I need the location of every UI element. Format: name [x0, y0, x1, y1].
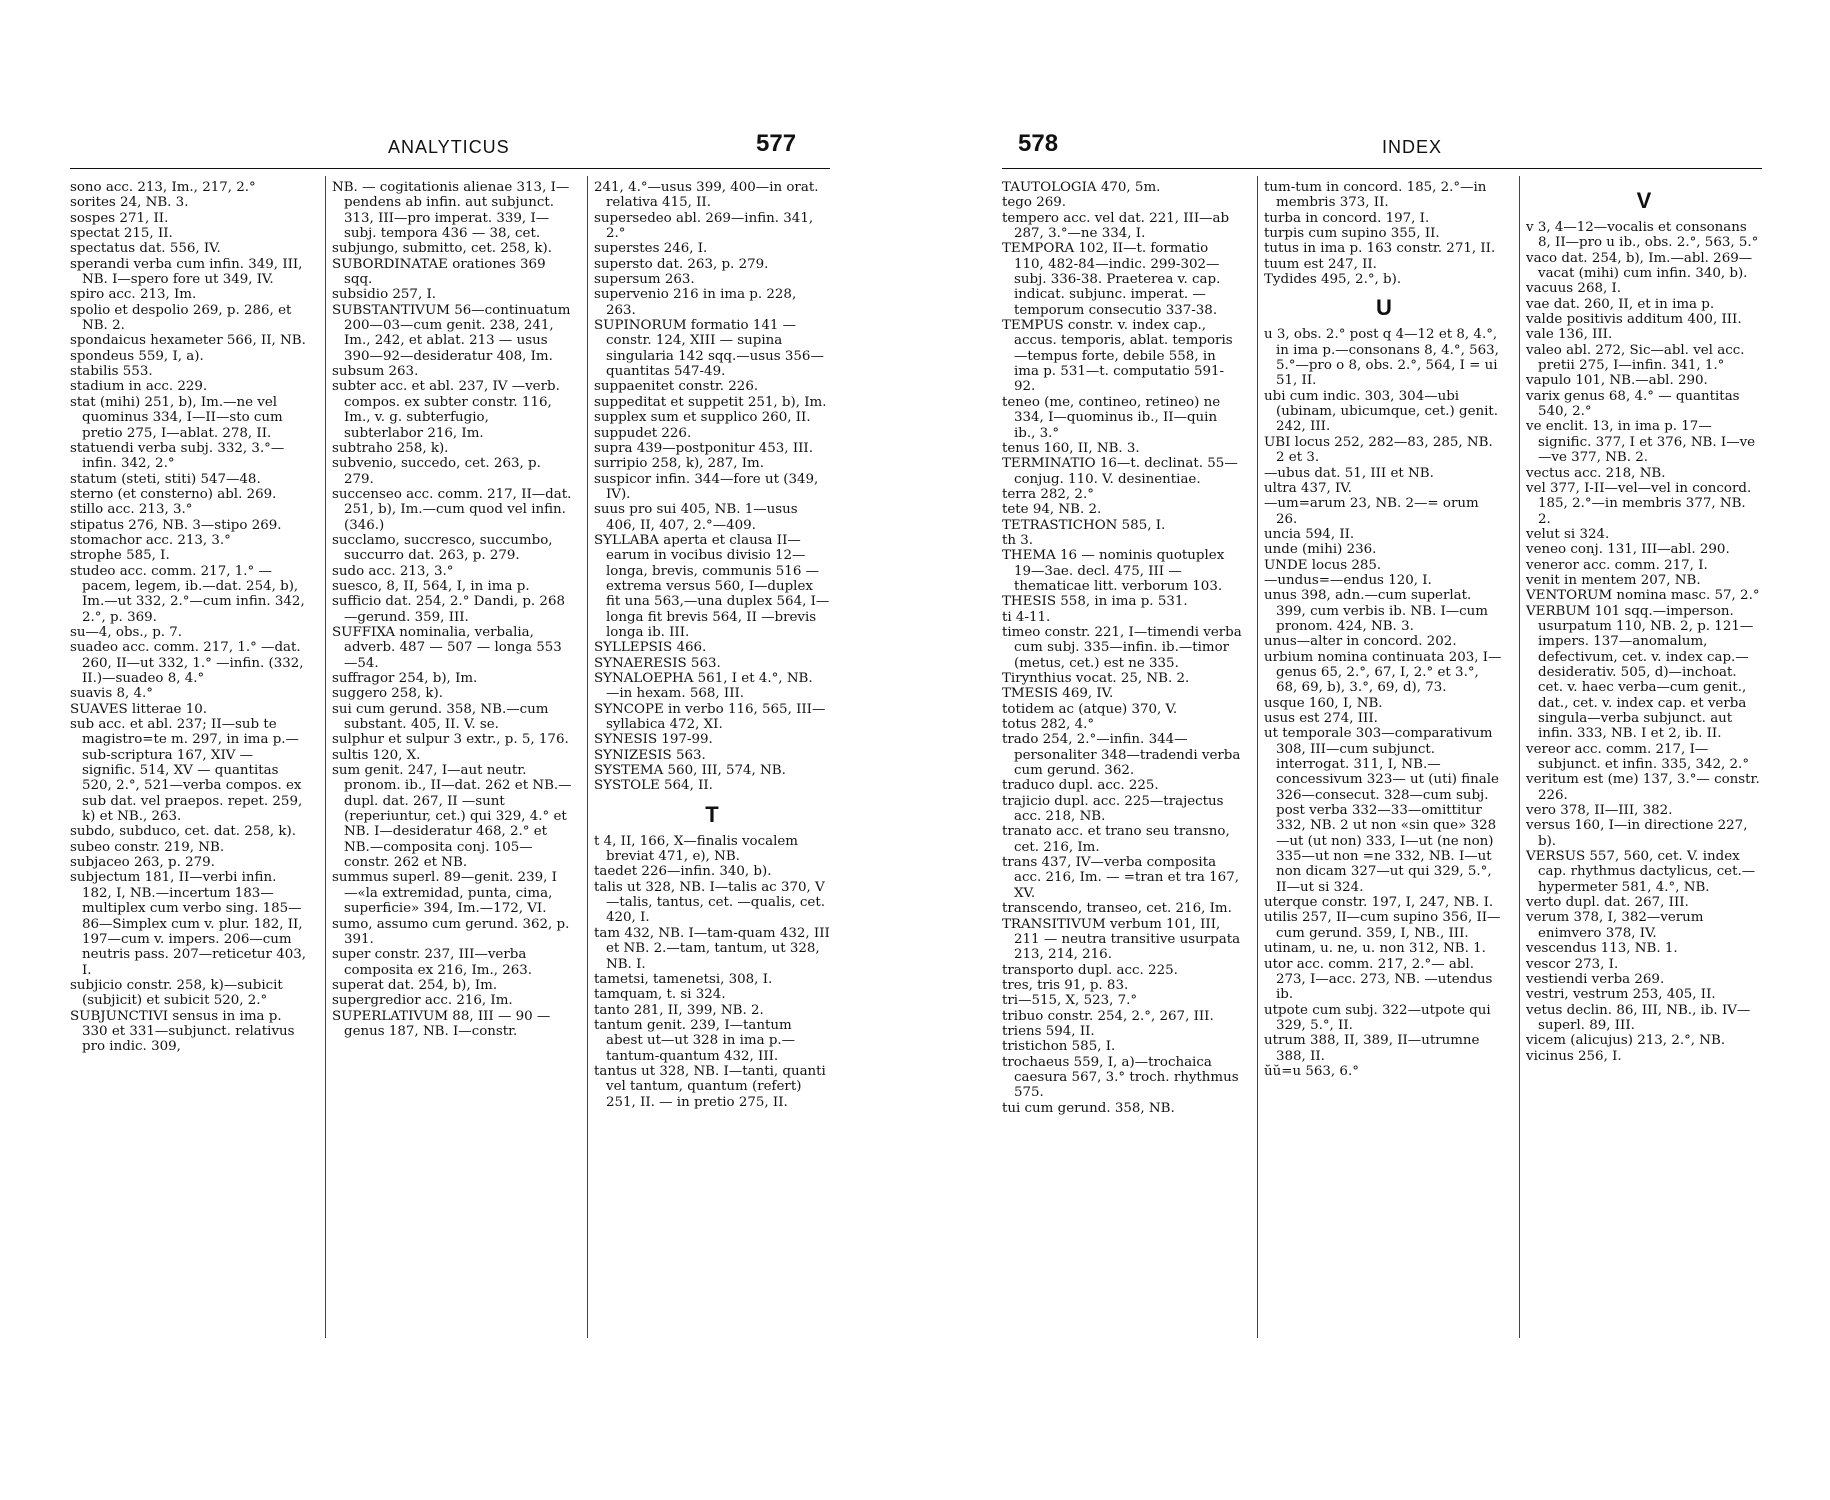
index-entry: vestiendi verba 269.	[1526, 971, 1665, 987]
column-divider	[587, 176, 588, 1338]
index-entry: taedet 226—infin. 340, b).	[594, 864, 772, 880]
index-entry: suppudet 226.	[594, 425, 692, 441]
index-entry: spolio et despolio 269, p. 286, et NB. 2.	[70, 302, 292, 334]
index-entry: varix genus 68, 4.° — quantitas 540, 2.°	[1526, 388, 1740, 420]
index-entry: ve enclit. 13, in ima p. 17— signific. 377, I et 376, NB. I—ve—ve 377, NB. 2.	[1526, 419, 1756, 466]
index-entry: uncia 594, II.	[1264, 526, 1355, 542]
index-entry: stat (mihi) 251, b), Im.—ne vel quominus 334, I—II—sto cum pretio 275, I—ablat. 278, II.	[70, 394, 283, 441]
index-entry: tantus ut 328, NB. I—tanti, quanti vel tantum, quantum (refert) 251, II. — in pretio 275, II.	[594, 1063, 826, 1110]
index-entry: tantum genit. 239, I—tantum abest ut—ut 328 in ima p.—tantum-quantum 432, III.	[594, 1017, 796, 1064]
index-column-1	[1002, 180, 1242, 1116]
index-entry: venit in mentem 207, NB.	[1526, 572, 1701, 588]
index-column-3	[594, 180, 830, 1110]
index-entry: tranato acc. et trano seu transno, cet. 216, Im.	[1002, 824, 1230, 855]
index-entry: u 3, obs. 2.° post q 4—12 et 8, 4.°, in ima p.—consonans 8, 4.°, 563, 5.°—pro o 8, obs. 2.°, 564, I = ui 51, II.	[1264, 327, 1499, 389]
index-entry: SYSTEMA 560, III, 574, NB.	[594, 763, 786, 779]
index-entry: THEMA 16 — nominis quotuplex 19—3ae. decl. 475, III —thematicae litt. verborum 103.	[1002, 548, 1225, 594]
index-entry: suadeo acc. comm. 217, 1.° —dat. 260, II—ut 332, 1.° —infin. (332, II.)—suadeo 8, 4.°	[70, 640, 304, 686]
index-entry: supersum 263.	[594, 272, 695, 288]
index-entry: vale 136, III.	[1526, 327, 1613, 343]
index-entry: sufficio dat. 254, 2.° Dandi, p. 268—gerund. 359, III.	[332, 594, 565, 625]
index-entry: sulphur et sulpur 3 extr., p. 5, 176.	[332, 732, 569, 748]
index-entry: SYNALOEPHA 561, I et 4.°, NB. —in hexam. 568, III.	[594, 671, 813, 702]
section-letter: U	[1376, 295, 1392, 321]
index-entry: suppaenitet constr. 226.	[594, 379, 759, 395]
index-entry: super constr. 237, III—verba composita ex 216, Im., 263.	[332, 947, 533, 978]
index-entry: turba in concord. 197, I.	[1264, 210, 1430, 226]
index-entry: uterque constr. 197, I, 247, NB. I.	[1264, 895, 1494, 911]
index-entry: vacuus 268, I.	[1526, 281, 1622, 297]
index-entry: UNDE locus 285.	[1264, 557, 1382, 573]
index-entry: supergredior acc. 216, Im.	[332, 993, 513, 1009]
index-entry: valeo abl. 272, Sic—abl. vel acc. pretii 275, I—infin. 341, 1.°	[1526, 342, 1745, 374]
index-entry: sum genit. 247, I—aut neutr. pronom. ib., II—dat. 262 et NB.—dupl. dat. 267, II —sunt (reperiuntur, cet.) qui 329, 4.° et NB. I—desideratur 468, 2.° et NB.—composita conj. 105—constr. 262 et NB.	[332, 763, 572, 871]
index-entry: SYNCOPE in verbo 116, 565, III—syllabica 472, XI.	[594, 701, 826, 733]
index-entry: sterno (et consterno) abl. 269.	[70, 486, 277, 502]
index-entry: tuum est 247, II.	[1264, 256, 1377, 272]
index-entry: utinam, u. ne, u. non 312, NB. 1.	[1264, 941, 1486, 957]
index-entry: spondeus 559, I, a).	[70, 348, 204, 364]
section-letter: T	[705, 801, 719, 827]
index-entry: TEMPORA 102, II—t. formatio 110, 482-84—indic. 299-302—subj. 336-38. Praeterea v. cap. indicat. subjunc. imperat. — temporum consecutio 337-38.	[1002, 241, 1221, 318]
index-entry: traduco dupl. acc. 225.	[1002, 778, 1159, 794]
index-entry: ti 4-11.	[1002, 609, 1051, 625]
index-entry: suspicor infin. 344—fore ut (349, IV).	[594, 471, 819, 502]
index-entry: vescor 273, I.	[1526, 956, 1619, 972]
index-entry: trajicio dupl. acc. 225—trajectus acc. 218, NB.	[1002, 793, 1224, 825]
index-entry: vectus acc. 218, NB.	[1526, 465, 1666, 481]
index-entry: sui cum gerund. 358, NB.—cum substant. 405, II. V. se.	[332, 701, 549, 733]
index-entry: supersto dat. 263, p. 279.	[594, 256, 769, 272]
index-entry: SUBJUNCTIVI sensus in ima p. 330 et 331—subjunct. relativus pro indic. 309,	[70, 1008, 295, 1055]
index-entry: usque 160, I, NB.	[1264, 695, 1383, 711]
index-entry: subtraho 258, k).	[332, 440, 449, 456]
index-entry: statum (steti, stiti) 547—48.	[70, 471, 261, 487]
index-entry: valde positivis additum 400, III.	[1526, 312, 1742, 328]
index-entry: vapulo 101, NB.—abl. 290.	[1526, 373, 1708, 389]
index-entry: supra 439—postponitur 453, III.	[594, 440, 813, 456]
index-entry: strophe 585, I.	[70, 548, 170, 564]
index-entry: vel 377, I-II—vel—vel in concord. 185, 2.°—in membris 377, NB. 2.	[1526, 480, 1752, 527]
index-entry: TEMPUS constr. v. index cap., accus. temporis, ablat. temporis—tempus forte, debile 558, in ima p. 531—t. computatio 591-92.	[1002, 318, 1233, 395]
index-entry: supplex sum et supplico 260, II.	[594, 410, 811, 426]
index-entry: veneo conj. 131, III—abl. 290.	[1526, 542, 1730, 558]
index-entry: teneo (me, contineo, retineo) ne 334, I—quominus ib., II—quin ib., 3.°	[1002, 394, 1221, 441]
index-entry: vaco dat. 254, b), Im.—abl. 269—vacat (mihi) cum infin. 340, b).	[1526, 250, 1753, 282]
index-entry: superat dat. 254, b), Im.	[332, 977, 498, 993]
index-entry: trochaeus 559, I, a)—trochaica caesura 567, 3.° troch. rhythmus 575.	[1002, 1054, 1239, 1101]
index-entry: UBI locus 252, 282—83, 285, NB. 2 et 3.	[1264, 434, 1493, 466]
index-entry: urbium nomina continuata 203, I—genus 65, 2.°, 67, I, 2.° et 3.°, 68, 69, b), 3.°, 69, d), 73.	[1264, 649, 1502, 696]
index-entry: trado 254, 2.°—infin. 344—personaliter 348—tradendi verba cum gerund. 362.	[1002, 732, 1241, 779]
index-column-3	[1526, 180, 1762, 1064]
index-entry: sorites 24, NB. 3.	[70, 195, 189, 211]
index-entry: versus 160, I—in directione 227, b).	[1526, 818, 1748, 849]
index-entry: succenseo acc. comm. 217, II—dat. 251, b), Im.—cum quod vel infin. (346.)	[332, 486, 572, 533]
index-entry: spondaicus hexameter 566, II, NB.	[70, 333, 306, 349]
index-entry: vicinus 256, I.	[1526, 1048, 1622, 1064]
index-entry: stadium in acc. 229.	[70, 379, 208, 395]
index-entry: utpote cum subj. 322—utpote qui 329, 5.°, II.	[1264, 1002, 1491, 1033]
running-title: INDEX	[1382, 137, 1443, 157]
index-entry: subjicio constr. 258, k)—subicit (subjicit) et subicit 520, 2.°	[70, 977, 283, 1009]
column-divider	[1519, 176, 1520, 1338]
left-page	[70, 0, 830, 1500]
index-entry: sperandi verba cum infin. 349, III, NB. I—spero fore ut 349, IV.	[70, 256, 303, 288]
index-entry: tametsi, tamenetsi, 308, I.	[594, 971, 773, 987]
index-entry: subjungo, submitto, cet. 258, k).	[332, 241, 552, 257]
index-entry: veneror acc. comm. 217, I.	[1526, 557, 1708, 573]
index-entry: su—4, obs., p. 7.	[70, 624, 183, 640]
index-entry: SUPINORUM formatio 141 — constr. 124, XIII — supina singularia 142 sqq.—usus 356—quantitas 547-49.	[594, 318, 824, 380]
index-entry: t 4, II, 166, X—finalis vocalem breviat 471, e), NB.	[594, 833, 799, 865]
index-entry: studeo acc. comm. 217, 1.° —pacem, legem, ib.—dat. 254, b), Im.—ut 332, 2.°—cum infin. 342, 2.°, p. 369.	[70, 563, 305, 625]
index-entry: tego 269.	[1002, 195, 1067, 211]
page-header	[1002, 130, 1762, 163]
column-divider	[1257, 176, 1258, 1338]
index-entry: v 3, 4—12—vocalis et consonans 8, II—pro u ib., obs. 2.°, 563, 5.°	[1526, 220, 1759, 251]
section-letter: V	[1636, 188, 1652, 213]
index-entry: tam 432, NB. I—tam-quam 432, III et NB. 2.—tam, tantum, ut 328, NB. I.	[594, 925, 830, 972]
index-entry: vicem (alicujus) 213, 2.°, NB.	[1526, 1033, 1726, 1049]
index-entry: surripio 258, k), 287, Im.	[594, 456, 764, 472]
index-entry: tri—515, X, 523, 7.°	[1002, 993, 1138, 1009]
index-entry: tenus 160, II, NB. 3.	[1002, 440, 1140, 456]
index-entry: THESIS 558, in ima p. 531.	[1002, 594, 1188, 610]
index-entry: ubi cum indic. 303, 304—ubi (ubinam, ubicumque, cet.) genit. 242, III.	[1264, 388, 1499, 435]
index-entry: tui cum gerund. 358, NB.	[1002, 1100, 1175, 1116]
index-entry: spectat 215, II.	[70, 226, 173, 242]
index-entry: supervenio 216 in ima p. 228, 263.	[594, 287, 797, 318]
column-divider	[325, 176, 326, 1338]
index-entry: SUAVES litterae 10.	[70, 701, 208, 717]
index-entry: sub acc. et abl. 237; II—sub te magistro=te m. 297, in ima p.—sub-scriptura 167, XIV — signific. 514, XV — quantitas 520, 2.°, 521—verba compos. ex sub dat. vel praepos. repet. 259, k) et NB., 263.	[70, 717, 303, 825]
index-column-2	[1264, 180, 1504, 1079]
index-entry: stipatus 276, NB. 3—stipo 269.	[70, 517, 282, 533]
page-header	[70, 130, 830, 163]
index-entry: suggero 258, k).	[332, 686, 443, 702]
index-entry: vereor acc. comm. 217, I— subjunct. et infin. 335, 342, 2.°	[1526, 741, 1750, 773]
index-entry: vetus declin. 86, III, NB., ib. IV—superl. 89, III.	[1526, 1002, 1751, 1033]
index-entry: triens 594, II.	[1002, 1023, 1095, 1039]
index-entry: sudo acc. 213, 3.°	[332, 563, 454, 579]
index-entry: supersedeo abl. 269—infin. 341, 2.°	[594, 210, 814, 242]
index-entry: stillo acc. 213, 3.°	[70, 502, 193, 518]
index-entry: TERMINATIO 16—t. declinat. 55—conjug. 110. V. desinentiae.	[1002, 456, 1238, 487]
index-entry: th 3.	[1002, 532, 1034, 548]
index-entry: vae dat. 260, II, et in ima p.	[1526, 296, 1715, 312]
index-entry: unde (mihi) 236.	[1264, 542, 1377, 558]
index-entry: ŭŭ=u 563, 6.°	[1264, 1063, 1359, 1079]
index-entry: SYLLEPSIS 466.	[594, 640, 707, 656]
index-entry: SUPERLATIVUM 88, III — 90 — genus 187, NB. I—constr.	[332, 1008, 551, 1039]
index-entry: suesco, 8, II, 564, I, in ima p.	[332, 578, 530, 594]
index-entry: suffragor 254, b), Im.	[332, 671, 478, 686]
index-entry: ultra 437, IV.	[1264, 480, 1352, 496]
index-entry: subjaceo 263, p. 279.	[70, 855, 215, 871]
index-entry: sospes 271, II.	[70, 210, 169, 226]
index-entry: vero 378, II—III, 382.	[1526, 803, 1673, 819]
index-entry: VERSUS 557, 560, cet. V. index cap. rhythmus dactylicus, cet.—hypermeter 581, 4.°, NB.	[1526, 849, 1756, 895]
index-entry: —um=arum 23, NB. 2—= orum 26.	[1264, 496, 1479, 527]
index-entry: sumo, assumo cum gerund. 362, p. 391.	[332, 916, 570, 947]
index-entry: timeo constr. 221, I—timendi verba cum subj. 335—infin. ib.—timor (metus, cet.) est ne 335.	[1002, 624, 1242, 671]
index-entry: tamquam, t. si 324.	[594, 987, 726, 1003]
page-number: 577	[756, 130, 797, 157]
index-entry: subsum 263.	[332, 364, 419, 380]
index-entry: tristichon 585, I.	[1002, 1039, 1116, 1055]
index-entry: tanto 281, II, 399, NB. 2.	[594, 1002, 764, 1018]
index-entry: totidem ac (atque) 370, V.	[1002, 701, 1178, 717]
index-entry: —undus=—endus 120, I.	[1264, 572, 1432, 588]
index-entry: tres, tris 91, p. 83.	[1002, 977, 1129, 993]
index-entry: statuendi verba subj. 332, 3.°—infin. 342, 2.°	[70, 440, 285, 472]
index-entry: sono acc. 213, Im., 217, 2.°	[70, 180, 256, 195]
index-column-1	[70, 180, 310, 1055]
index-entry: utrum 388, II, 389, II—utrumne 388, II.	[1264, 1033, 1480, 1064]
index-entry: 241, 4.°—usus 399, 400—in orat. relativa 415, II.	[594, 180, 819, 211]
index-entry: SUBSTANTIVUM 56—continuatum 200—03—cum genit. 238, 241, Im., 242, et ablat. 213 — usus 390—92—desideratur 408, Im.	[332, 302, 571, 364]
index-entry: VENTORUM nomina masc. 57, 2.°	[1526, 588, 1760, 604]
index-entry: superstes 246, I.	[594, 241, 708, 257]
index-entry: TETRASTICHON 585, I.	[1002, 517, 1166, 533]
header-rule	[1002, 168, 1762, 169]
index-entry: verto dupl. dat. 267, III.	[1526, 895, 1689, 911]
index-entry: summus superl. 89—genit. 239, I—«la extremidad, punta, cima, superficie» 394, Im.—172, VI.	[332, 870, 557, 917]
index-entry: TMESIS 469, IV.	[1002, 686, 1114, 702]
index-entry: SUFFIXA nominalia, verbalia, adverb. 487 — 507 — longa 553—54.	[332, 624, 562, 671]
index-entry: utor acc. comm. 217, 2.°— abl. 273, I—acc. 273, NB. —utendus ib.	[1264, 956, 1493, 1003]
index-entry: vescendus 113, NB. 1.	[1526, 941, 1678, 957]
index-entry: tete 94, NB. 2.	[1002, 502, 1102, 518]
index-entry: talis ut 328, NB. I—talis ac 370, V—talis, tantus, cet. —qualis, cet. 420, I.	[594, 879, 825, 926]
index-entry: subdo, subduco, cet. dat. 258, k).	[70, 824, 296, 840]
index-entry: verum 378, I, 382—verum enimvero 378, IV.	[1526, 910, 1704, 941]
index-entry: suus pro sui 405, NB. 1—usus 406, II, 407, 2.°—409.	[594, 502, 798, 533]
index-entry: subvenio, succedo, cet. 263, p. 279.	[332, 456, 541, 487]
index-entry: SYLLABA aperta et clausa II—earum in vocibus divisio 12—longa, brevis, communis 516 — extrema versus 560, I—duplex fit una 563,—una duplex 564, I—longa fit brevis 564, II —brevis longa ib. III.	[594, 532, 830, 640]
index-entry: NB. — cogitationis alienae 313, I—pendens ab infin. aut subjunct. 313, III—pro imperat. 339, I—subj. tempora 436 — 38, cet.	[332, 180, 570, 242]
index-entry: Tirynthius vocat. 25, NB. 2.	[1002, 671, 1190, 686]
index-entry: spectatus dat. 556, IV.	[70, 241, 221, 257]
index-entry: tutus in ima p. 163 constr. 271, II.	[1264, 241, 1496, 257]
index-entry: suppeditat et suppetit 251, b), Im.	[594, 394, 827, 410]
index-entry: veritum est (me) 137, 3.°— constr. 226.	[1526, 772, 1760, 803]
index-entry: ut temporale 303—comparativum 308, III—cum subjunct. interrogat. 311, I, NB.—concessivum 323— ut (uti) finale 326—consecut. 328—cum subj. post verba 332—33—omittitur 332, NB. 2 ut non «sin que» 328—ut (ut non) 333, I—ut (ne non) 335—ut non =ne 332, NB. I—ut non dicam 327—ut qui 329, 5.°, II—ut si 324.	[1264, 726, 1499, 895]
index-entry: TAUTOLOGIA 470, 5m.	[1002, 180, 1161, 195]
index-entry: transcendo, transeo, cet. 216, Im.	[1002, 901, 1232, 917]
right-page	[1002, 0, 1762, 1500]
index-entry: subjectum 181, II—verbi infin. 182, I, NB.—incertum 183—multiplex cum verbo sing. 185—86—Simplex cum v. plur. 182, II, 197—cum v. impers. 206—cum neutris pass. 207—reticetur 403, I.	[70, 870, 307, 978]
index-entry: SYNAERESIS 563.	[594, 655, 721, 671]
index-entry: terra 282, 2.°	[1002, 486, 1094, 502]
index-entry: trans 437, IV—verba composita acc. 216, Im. — =tran et tra 167, XV.	[1002, 855, 1239, 901]
page-number: 578	[1018, 130, 1059, 157]
index-entry: vestri, vestrum 253, 405, II.	[1526, 987, 1716, 1003]
index-entry: tempero acc. vel dat. 221, III—ab 287, 3.°—ne 334, I.	[1002, 210, 1230, 242]
index-entry: utilis 257, II—cum supino 356, II—cum gerund. 359, I, NB., III.	[1264, 910, 1501, 941]
index-entry: totus 282, 4.°	[1002, 717, 1095, 733]
index-entry: unus—alter in concord. 202.	[1264, 634, 1457, 650]
index-entry: velut si 324.	[1526, 526, 1610, 542]
running-title: ANALYTICUS	[388, 137, 510, 157]
index-entry: spiro acc. 213, Im.	[70, 287, 197, 303]
index-column-2	[332, 180, 572, 1039]
index-entry: subsidio 257, I.	[332, 287, 437, 303]
index-entry: succlamo, succresco, succumbo, succurro dat. 263, p. 279.	[332, 532, 553, 564]
index-entry: sultis 120, X.	[332, 747, 421, 763]
index-entry: usus est 274, III.	[1264, 711, 1378, 726]
index-entry: SYNIZESIS 563.	[594, 747, 706, 763]
index-entry: subter acc. et abl. 237, IV —verb. compos. ex subter constr. 116, Im., v. g. subterfugio, subterlabor 216, Im.	[332, 379, 560, 441]
index-entry: stomachor acc. 213, 3.°	[70, 532, 231, 548]
index-entry: unus 398, adn.—cum superlat. 399, cum verbis ib. NB. I—cum pronom. 424, NB. 3.	[1264, 588, 1488, 634]
index-entry: SYNESIS 197-99.	[594, 732, 713, 748]
index-entry: TRANSITIVUM verbum 101, III, 211 — neutra transitive usurpata 213, 214, 216.	[1002, 916, 1241, 963]
index-entry: tum-tum in concord. 185, 2.°—in membris 373, II.	[1264, 180, 1487, 211]
index-entry: subeo constr. 219, NB.	[70, 839, 225, 855]
index-entry: tribuo constr. 254, 2.°, 267, III.	[1002, 1008, 1214, 1024]
index-entry: Tydides 495, 2.°, b).	[1264, 272, 1402, 288]
index-entry: suavis 8, 4.°	[70, 686, 153, 702]
index-entry: transporto dupl. acc. 225.	[1002, 962, 1178, 978]
index-entry: SYSTOLE 564, II.	[594, 778, 713, 794]
index-entry: —ubus dat. 51, III et NB.	[1264, 465, 1434, 481]
index-entry: VERBUM 101 sqq.—imperson. usurpatum 110, NB. 2, p. 121—impers. 137—anomalum, defectivum, cet. v. index cap.—desiderativ. 505, d)—inchoat. cet. v. haec verba—cum genit., dat., cet. v. index cap. et verba singula—verba subjunct. aut infin. 333, NB. I et 2, ib. II.	[1526, 603, 1754, 742]
header-rule	[70, 168, 830, 169]
index-entry: SUBORDINATAE orationes 369 sqq.	[332, 256, 546, 288]
index-entry: turpis cum supino 355, II.	[1264, 226, 1440, 242]
index-entry: stabilis 553.	[70, 364, 153, 380]
